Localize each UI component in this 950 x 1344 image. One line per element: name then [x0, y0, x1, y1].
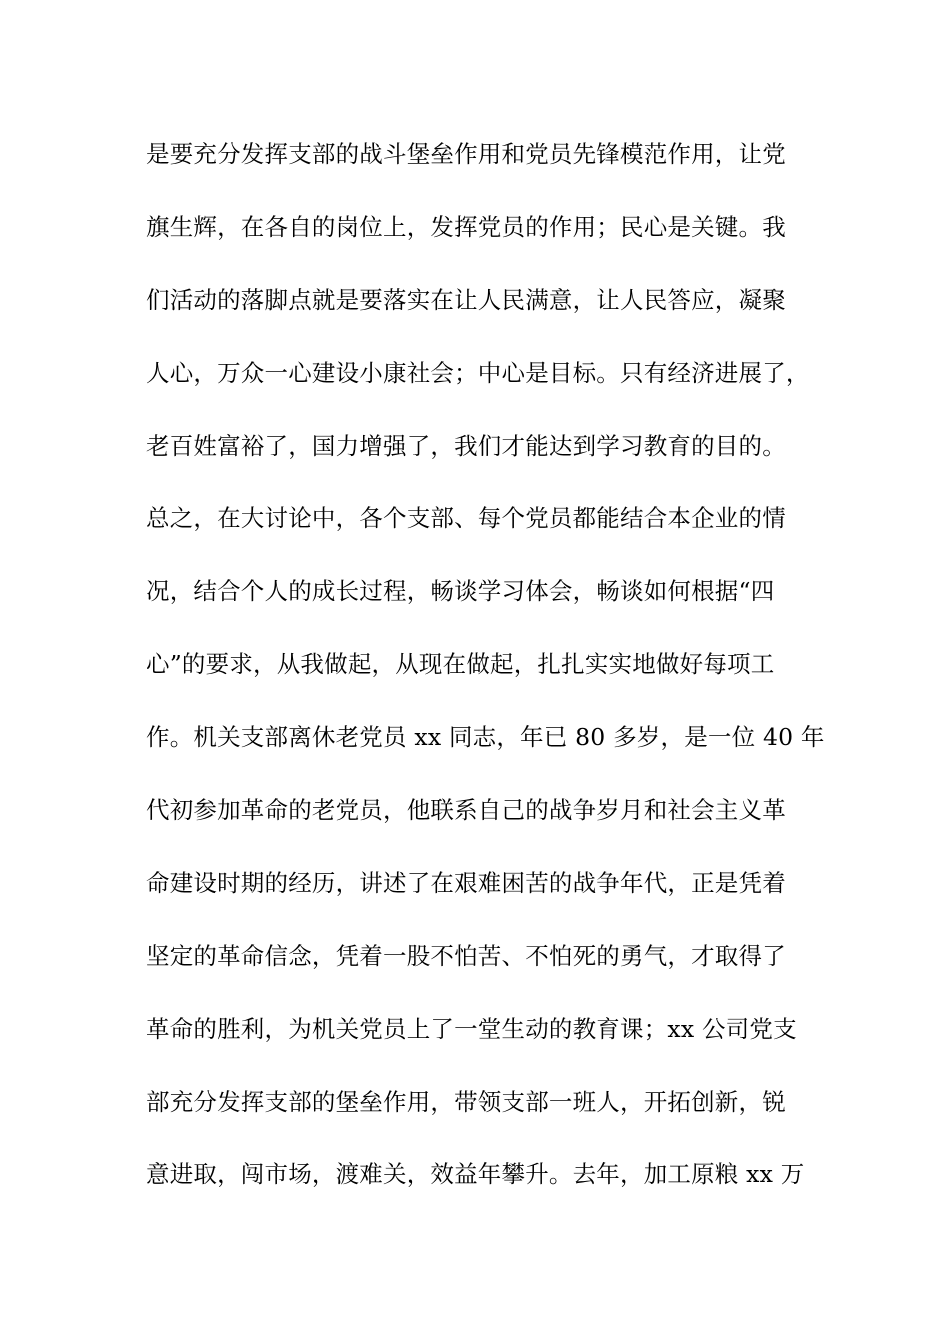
text-line: 人心，万众一心建设小康社会；中心是目标。只有经济进展了，	[146, 358, 810, 387]
text-line: 部充分发挥支部的堡垒作用，带领支部一班人，开拓创新，锐	[146, 1087, 786, 1116]
text-line: 况，结合个人的成长过程，畅谈学习体会，畅谈如何根据“四	[146, 577, 775, 606]
text-line: 代初参加革命的老党员，他联系自己的战争岁月和社会主义革	[146, 796, 786, 825]
text-line: 老百姓富裕了，国力增强了，我们才能达到学习教育的目的。	[146, 431, 786, 460]
text-line: 旗生辉，在各自的岗位上，发挥党员的作用；民心是关键。我	[146, 212, 786, 241]
text-line: 作。机关支部离休老党员 xx 同志，年已 80 多岁，是一位 40 年	[146, 723, 825, 752]
text-line: 心”的要求，从我做起，从现在做起，扎扎实实地做好每项工	[146, 650, 775, 679]
text-line: 是要充分发挥支部的战斗堡垒作用和党员先锋模范作用，让党	[146, 140, 786, 168]
text-line: 们活动的落脚点就是要落实在让人民满意，让人民答应，凝聚	[146, 285, 786, 314]
text-line: 革命的胜利，为机关党员上了一堂生动的教育课；xx 公司党支	[146, 1014, 797, 1043]
text-line: 意进取，闯市场，渡难关，效益年攀升。去年，加工原粮 xx 万	[146, 1160, 805, 1189]
text-line: 坚定的革命信念，凭着一股不怕苦、不怕死的勇气，才取得了	[146, 941, 786, 970]
body-text	[146, 128, 825, 1221]
text-line: 命建设时期的经历，讲述了在艰难困苦的战争年代，正是凭着	[146, 868, 786, 897]
text-line: 总之，在大讨论中，各个支部、每个党员都能结合本企业的情	[146, 504, 786, 533]
